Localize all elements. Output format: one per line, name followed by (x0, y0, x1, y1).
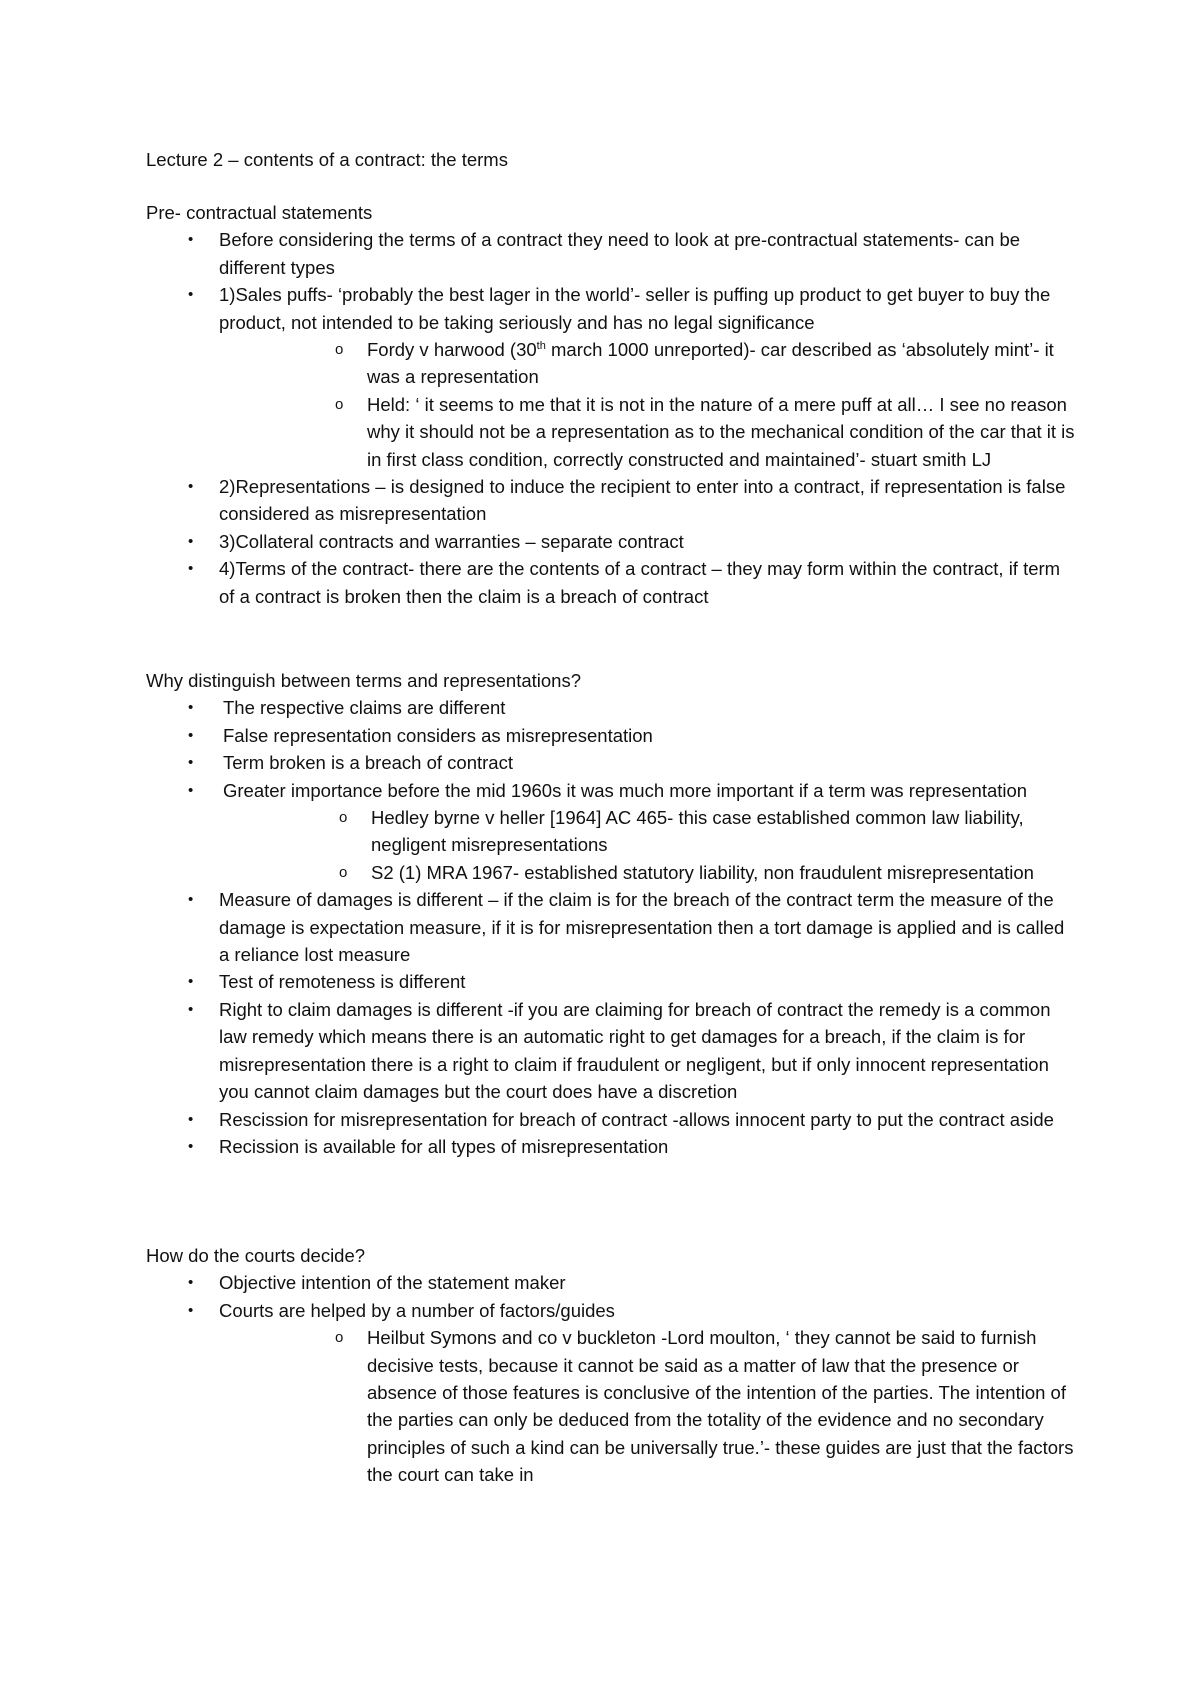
list-item-text: 1)Sales puffs- ‘probably the best lager in the world’- seller is puffing up product to get buyer to buy the product, not intended to be taking seriously and has no legal significance (219, 284, 1051, 333)
bullet-icon: • (188, 286, 194, 304)
bullet-icon: • (188, 1000, 194, 1018)
bullet-icon: • (188, 891, 194, 909)
sub-list-item (219, 391, 1076, 473)
bullet-icon: • (188, 726, 194, 744)
sub-list-item (223, 859, 1076, 886)
list-item (146, 694, 1076, 721)
bullet-list (146, 1269, 1076, 1488)
section-how-courts-decide (146, 1242, 1076, 1489)
bullet-icon: • (188, 973, 194, 991)
ordinal-superscript: th (536, 339, 546, 352)
list-item (146, 1269, 1076, 1296)
sub-list-item (223, 804, 1076, 859)
list-item (146, 473, 1076, 528)
list-item (146, 996, 1076, 1106)
list-item (146, 528, 1076, 555)
section-heading: Why distinguish between terms and representations? (146, 670, 581, 691)
list-item (146, 226, 1076, 281)
sub-bullet-icon: o (335, 1329, 344, 1347)
sub-list-item-text: Heilbut Symons and co v buckleton -Lord moulton, ‘ they cannot be said to furnish decisive tests, because it cannot be said as a matter of law that the presence or absence of those features is conclusive of the intention of the parties. The intention of the parties can only be deduced from the totality of the evidence and no secondary principles of such a kind can be universally true.’- these guides are just that the factors the court can take in (367, 1327, 1074, 1486)
case-citation-text: Fordy v harwood (30 (367, 339, 537, 361)
sub-list-item-text: S2 (1) MRA 1967- established statutory liability, non fraudulent misrepresentation (371, 861, 1034, 883)
sub-bullet-icon: o (339, 809, 348, 827)
sub-bullet-icon: o (339, 863, 348, 881)
sub-bullet-icon: o (335, 395, 344, 413)
sub-list-item-text: Hedley byrne v heller [1964] AC 465- this case established common law liability, negligent misrepresentations (371, 807, 1024, 856)
list-item-text: Measure of damages is different – if the claim is for the breach of the contract term the measure of the damage is expectation measure, if it is for misrepresentation then a tort damage is applied and is called a reliance lost measure (219, 889, 1065, 966)
bullet-icon: • (188, 532, 194, 550)
list-item-text: 2)Representations – is designed to induce the recipient to enter into a contract, if representation is false considered as misrepresentation (219, 476, 1066, 525)
list-item (146, 1106, 1076, 1133)
list-item-text: Right to claim damages is different -if you are claiming for breach of contract the remedy is a common law remedy which means there is an automatic right to get damages for a breach, if the claim is for misrepresentation there is a right to claim if fraudulent or negligent, but if only innocent representation you cannot claim damages but the court does have a discretion (219, 998, 1051, 1103)
list-item (146, 1297, 1076, 1489)
bullet-icon: • (188, 1110, 194, 1128)
list-item (146, 555, 1076, 610)
sub-list-item-text: Held: ‘ it seems to me that it is not in the nature of a mere puff at all… I see no reason why it should not be a representation as to the mechanical condition of the car that it is in first class condition, correctly constructed and maintained’- stuart smith LJ (367, 393, 1075, 470)
list-item-text: Courts are helped by a number of factors/guides (219, 1299, 615, 1321)
list-item (146, 749, 1076, 776)
bullet-list (146, 694, 1076, 1160)
list-item-text: Test of remoteness is different (219, 971, 466, 993)
sub-list-item (219, 336, 1076, 391)
bullet-icon: • (188, 781, 194, 799)
sub-bullet-list (223, 804, 1076, 886)
list-item-text: The respective claims are different (223, 697, 506, 719)
list-item-text: Before considering the terms of a contract they need to look at pre-contractual statements- can be different types (219, 229, 1021, 278)
bullet-icon: • (188, 1274, 194, 1292)
sub-bullet-list (219, 336, 1076, 473)
sub-bullet-icon: o (335, 341, 344, 359)
list-item-text: False representation considers as misrepresentation (223, 724, 653, 746)
page-title: Lecture 2 – contents of a contract: the terms (146, 149, 508, 170)
bullet-list (146, 226, 1076, 610)
bullet-icon: • (188, 1137, 194, 1155)
bullet-icon: • (188, 699, 194, 717)
list-item-text: Greater importance before the mid 1960s it was much more important if a term was representation (223, 779, 1028, 801)
list-item-text: 3)Collateral contracts and warranties – separate contract (219, 530, 684, 552)
case-citation-text-cont: march 1000 unreported)- car described as ‘absolutely mint’- it was a representation (367, 339, 1054, 388)
list-item-text: Recission is available for all types of misrepresentation (219, 1135, 669, 1157)
section-why-distinguish (146, 667, 1076, 1160)
list-item-text: Rescission for misrepresentation for breach of contract -allows innocent party to put the contract aside (219, 1108, 1054, 1130)
bullet-icon: • (188, 560, 194, 578)
bullet-icon: • (188, 1301, 194, 1319)
list-item-text: 4)Terms of the contract- there are the contents of a contract – they may form within the contract, if term of a contract is broken then the claim is a breach of contract (219, 558, 1061, 607)
section-pre-contractual (146, 199, 1076, 610)
list-item (146, 281, 1076, 473)
section-heading: How do the courts decide? (146, 1245, 366, 1266)
bullet-icon: • (188, 754, 194, 772)
list-item (146, 777, 1076, 887)
list-item (146, 968, 1076, 995)
section-heading: Pre- contractual statements (146, 202, 373, 223)
sub-list-item (219, 1324, 1076, 1488)
list-item-text: Term broken is a breach of contract (223, 752, 513, 774)
list-item (146, 722, 1076, 749)
list-item-text: Objective intention of the statement maker (219, 1272, 566, 1294)
list-item (146, 886, 1076, 968)
bullet-icon: • (188, 478, 194, 496)
list-item (146, 1133, 1076, 1160)
bullet-icon: • (188, 231, 194, 249)
sub-bullet-list (219, 1324, 1076, 1488)
